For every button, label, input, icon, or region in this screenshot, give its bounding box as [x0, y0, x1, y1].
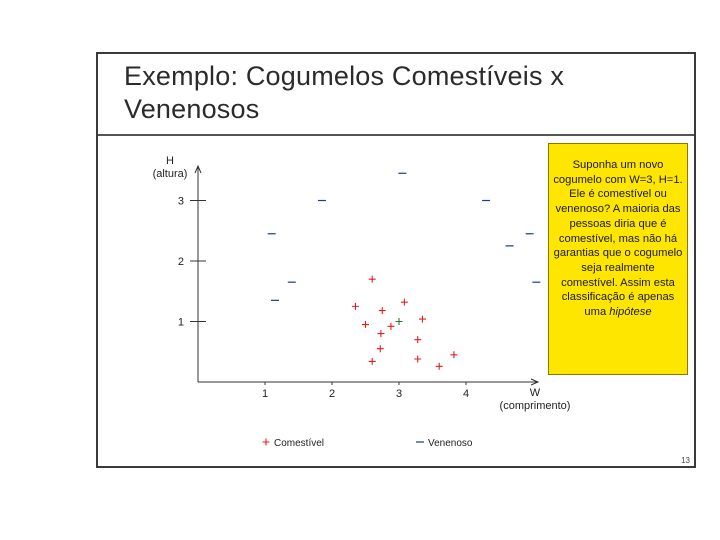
edible-point	[369, 276, 376, 283]
edible-point	[414, 336, 421, 343]
callout-note	[548, 143, 688, 375]
legend	[263, 438, 473, 449]
slide-title: Exemplo: Cogumelos Comestíveis x Venenosos	[124, 61, 565, 124]
x-tick-label: 1	[261, 388, 269, 400]
x-axis-label-line: (comprimento)	[499, 400, 571, 412]
legend-label: Comestível	[274, 438, 325, 449]
legend-marker-edible	[263, 439, 270, 446]
page-number: 13	[681, 456, 690, 465]
edible-point	[387, 323, 394, 330]
edible-point	[362, 321, 369, 328]
query-point	[396, 318, 403, 325]
edible-point	[369, 358, 376, 365]
y-tick-label: 1	[177, 316, 184, 329]
edible-point	[450, 351, 457, 358]
y-axis-label-line: H	[166, 155, 174, 167]
edible-point	[436, 363, 443, 370]
y-tick-label: 2	[177, 256, 184, 268]
callout-text: Suponha um novo cogumelo com W=3, H=1. Ele é comestível ou venenoso? A maioria das pessoas diria que é comestível, mas não há garantias que o cogumelo seja realmente comestível. Assim esta classificação é apenas uma	[553, 159, 683, 319]
edible-point	[419, 316, 426, 323]
slide	[96, 52, 696, 468]
legend-label: Venenoso	[428, 438, 473, 449]
edible-point	[377, 330, 384, 337]
y-axis-label	[153, 155, 188, 180]
edible-point	[414, 356, 421, 363]
x-axis-label-line: W	[529, 387, 541, 399]
callout-emphasis: hipótese	[609, 306, 652, 319]
edible-point	[379, 307, 386, 314]
x-tick-label: 4	[462, 388, 470, 400]
y-tick-label: 3	[177, 195, 184, 208]
edible-point	[377, 345, 384, 352]
edible-point	[352, 303, 359, 310]
data-points	[268, 173, 541, 369]
x-axis-label	[500, 387, 571, 412]
x-tick-label: 2	[328, 388, 336, 400]
edible-point	[401, 299, 408, 306]
y-axis-label-line: (altura)	[152, 168, 188, 180]
x-tick-label: 3	[395, 388, 403, 400]
axes	[153, 155, 571, 412]
